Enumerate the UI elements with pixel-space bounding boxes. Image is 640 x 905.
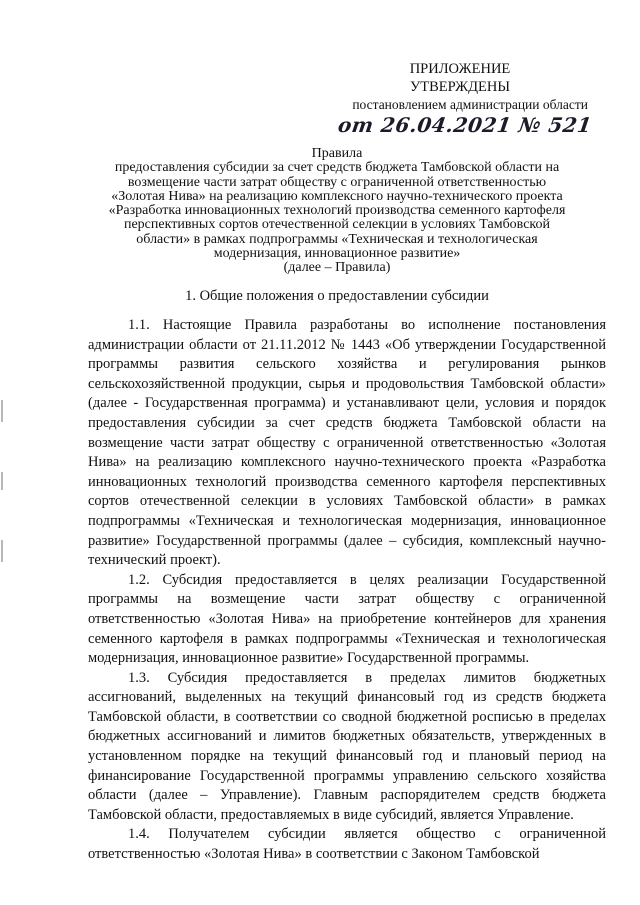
title-line: предоставления субсидии за счет средств бюджета Тамбовской области на: [114, 160, 560, 176]
scan-edge-mark: [1, 400, 3, 422]
title-line: «Золотая Нива» на реализацию комплексного научно-технического проекта: [111, 188, 563, 204]
title-line: перспективных сортов отечественной селекции в условиях Тамбовской: [123, 217, 551, 233]
paragraph-1-4: 1.4. Получателем субсидии является общество с ограниченной ответственностью «Золотая Нива» в соответствии с Законом Тамбовской: [88, 826, 606, 863]
title-line: возмещение части затрат обществу с ограниченной ответственностью: [127, 174, 547, 190]
rules-title-block: [68, 147, 606, 276]
title-line: (далее – Правила): [283, 260, 391, 276]
scan-edge-mark: [1, 472, 3, 490]
document-body: [88, 316, 606, 865]
paragraph-1-3: 1.3. Субсидия предоставляется в пределах лимитов бюджетных ассигнований, выделенных на текущий финансовый год из средств бюджета Тамбовской области, в соответствии со сводной бюджетной росписью в пределах бюджетных ассигнований и лимитов бюджетных обязательств, утвержденных в установленном порядке на текущий финансовый год и плановый период на финансирование Государственной программы управлению сельского хозяйства области (далее – Управление). Главным распорядителем средств бюджета Тамбовской области, предоставляемых в виде субсидий, является Управление.: [88, 669, 606, 823]
resolution-label: постановлением администрации области: [352, 97, 588, 112]
rules-heading: Правила: [311, 146, 363, 161]
approved-label: УТВЕРЖДЕНЫ: [409, 79, 511, 95]
title-line: модернизация, инновационное развитие»: [213, 246, 461, 262]
title-line: «Разработка инновационных технологий производства семенного картофеля: [108, 203, 566, 219]
scan-edge-mark: [1, 540, 3, 562]
appendix-label: ПРИЛОЖЕНИЕ: [409, 61, 511, 77]
paragraph-1-1: 1.1. Настоящие Правила разработаны во исполнение постановления администрации области от 21.11.2012 № 1443 «Об утверждении Государственной программы развития сельского хозяйства и регулирования рынков сельскохозяйственной продукции, сырья и продовольствия Тамбовской области» (далее - Государственная программа) и устанавливают цели, условия и порядок предоставления субсидии за счет средств бюджета Тамбовской области на возмещение части затрат обществу с ограниченной ответственностью «Золотая Нива» на реализацию комплексного научно-технического проекта «Разработка инновационных технологий производства семенного картофеля перспективных сортов отечественной селекции в условиях Тамбовской области» в рамках подпрограммы «Техническая и технологическая модернизация, инновационное развитие» Государственной программы (далее – субсидия, комплексный научно-технический проект).: [88, 317, 606, 569]
handwritten-date-number: от 26.04.2021 № 521: [336, 113, 594, 137]
title-line: области» в рамках подпрограммы «Техническая и технологическая: [136, 231, 538, 247]
approval-block: [310, 60, 610, 137]
paragraph-1-2: 1.2. Субсидия предоставляется в целях реализации Государственной программы на возмещение части затрат обществу с ограниченной ответственностью «Золотая Нива» на приобретение контейнеров для хранения семенного картофеля в рамках подпрограммы «Техническая и технологическая модернизация, инновационное развитие» Государственной программы.: [88, 571, 606, 667]
section-heading: 1. Общие положения о предоставлении субсидии: [185, 288, 489, 304]
